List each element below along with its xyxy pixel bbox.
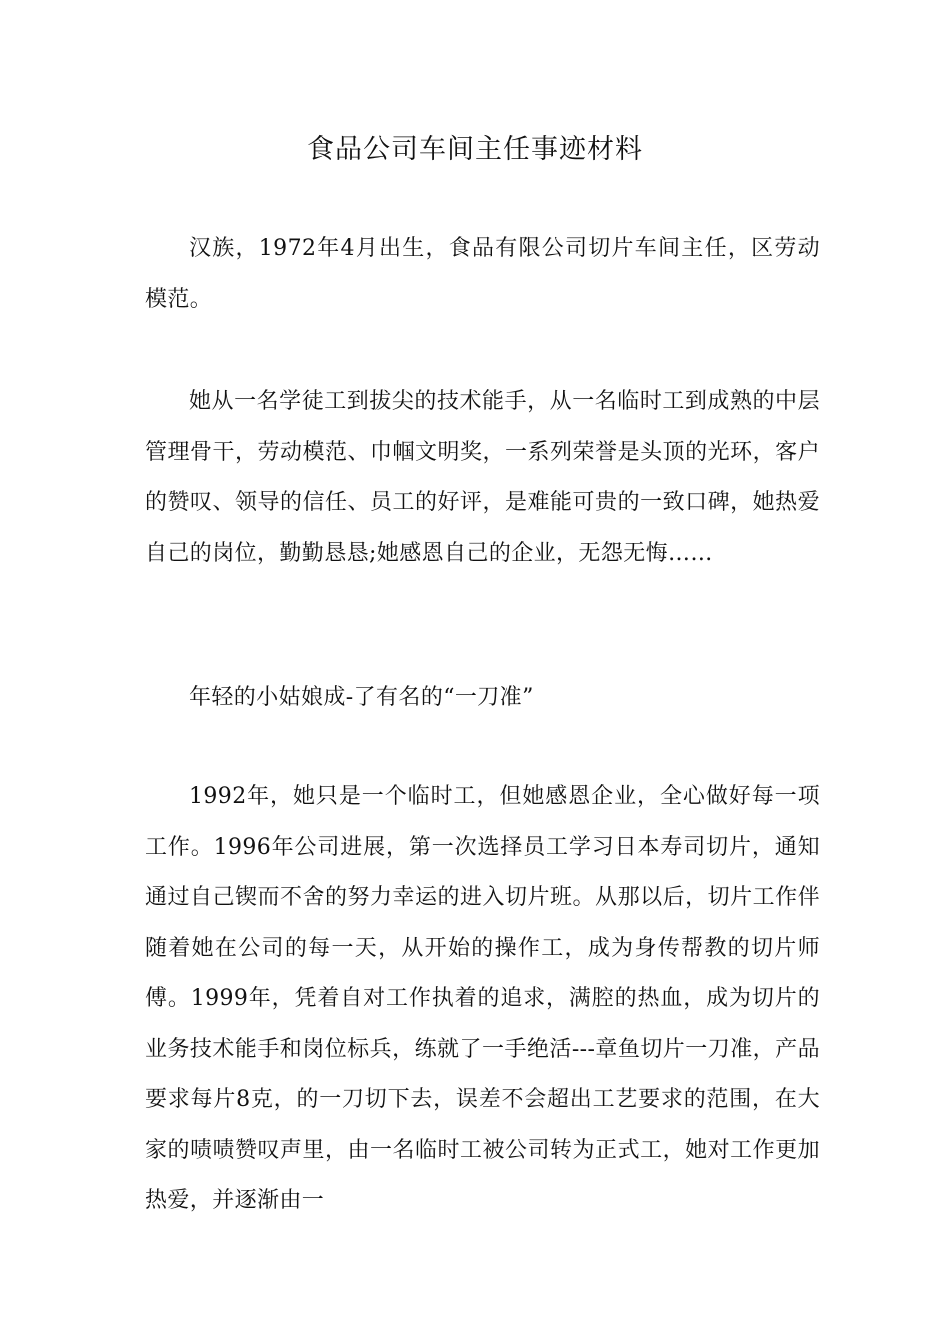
paragraph-history: 1992年，她只是一个临时工，但她感恩企业，全心做好每一项工作。1996年公司进展，第一次选择员工学习日本寿司切片，通知通过自己锲而不舍的努力幸运的进入切片班。从那以后，切片工作伴随着她在公司的每一天，从开始的操作工，成为身传帮教的切片师傅。1999年，凭着自对工作执着的追求，满腔的热血，成为切片的业务技术能手和岗位标兵，练就了一手绝活---章鱼切片一刀准，产品要求每片8克，的一刀切下去，误差不会超出工艺要求的范围，在大家的啧啧赞叹声里，由一名临时工被公司转为正式工，她对工作更加热爱，并逐渐由一	[145, 784, 820, 1213]
section-heading: 年轻的小姑娘成-了有名的“一刀准”	[189, 685, 534, 710]
paragraph-intro: 汉族，1972年4月出生，食品有限公司切片车间主任，区劳动模范。	[145, 236, 820, 312]
paragraph-honors: 她从一名学徒工到拔尖的技术能手，从一名临时工到成熟的中层管理骨干，劳动模范、巾帼文明奖，一系列荣誉是头顶的光环，客户的赞叹、领导的信任、员工的好评，是难能可贵的一致口碑，她热爱自己的岗位，勤勤恳恳;她感恩自己的企业，无怨无悔……	[145, 389, 820, 566]
document-title: 食品公司车间主任事迹材料	[307, 134, 643, 165]
